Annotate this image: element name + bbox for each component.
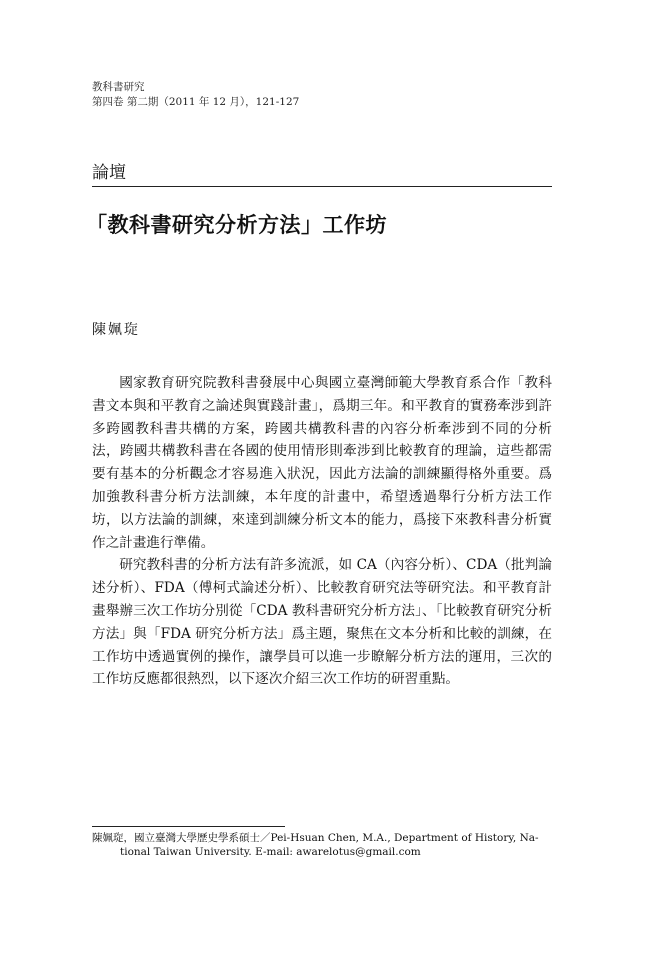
body-paragraph: 國家教育研究院教科書發展中心與國立臺灣師範大學教育系合作「教科書文本與和平教育之論述與實踐計畫」，爲期三年。和平教育的實務牽涉到許多跨國教科書共構的方案，跨國共構教科書的內容分析牽涉到不同的分析法，跨國共構教科書在各國的使用情形則牽涉到比較教育的理論，這些都需要有基本的分析觀念才容易進入狀況，因此方法論的訓練顯得格外重要。爲加強教科書分析方法訓練，本年度的計畫中，希望透過舉行分析方法工作坊，以方法論的訓練，來達到訓練分析文本的能力，爲接下來教科書分析實作之計畫進行準備。 xyxy=(92,375,552,551)
article-title: 「教科書研究分析方法」工作坊 xyxy=(86,212,387,237)
section-title: 論壇 xyxy=(92,162,552,187)
journal-header xyxy=(92,80,299,110)
author-footnote xyxy=(92,831,552,859)
issue-info: 第四卷 第二期（2011 年 12 月），121-127 xyxy=(92,96,300,108)
footnote-divider xyxy=(92,826,285,827)
author-name: 陳姵琁 xyxy=(92,322,140,338)
body-paragraph: 研究教科書的分析方法有許多流派，如 CA（內容分析）、CDA（批判論述分析）、FDA（傅柯式論述分析）、比較教育研究法等研究法。和平教育計畫舉辦三次工作坊分別從「CDA 教科書研究分析方法」、「比較教育研究分析方法」與「FDA 研究分析方法」爲主題，聚焦在文本分析和比較的訓練，在工作坊中透過實例的操作，讓學員可以進一步瞭解分析方法的運用，三次的工作坊反應都很熱烈，以下逐次介紹三次工作坊的研習重點。 xyxy=(92,557,552,688)
article-body xyxy=(92,372,552,691)
footnote-line: tional Taiwan University. E-mail: awarelotus@gmail.com xyxy=(120,846,421,858)
footnote-line: 陳姵琁，國立臺灣大學歷史學系碩士／Pei-Hsuan Chen, M.A., Department of History, Na- xyxy=(92,832,539,844)
journal-name: 教科書研究 xyxy=(92,81,145,93)
